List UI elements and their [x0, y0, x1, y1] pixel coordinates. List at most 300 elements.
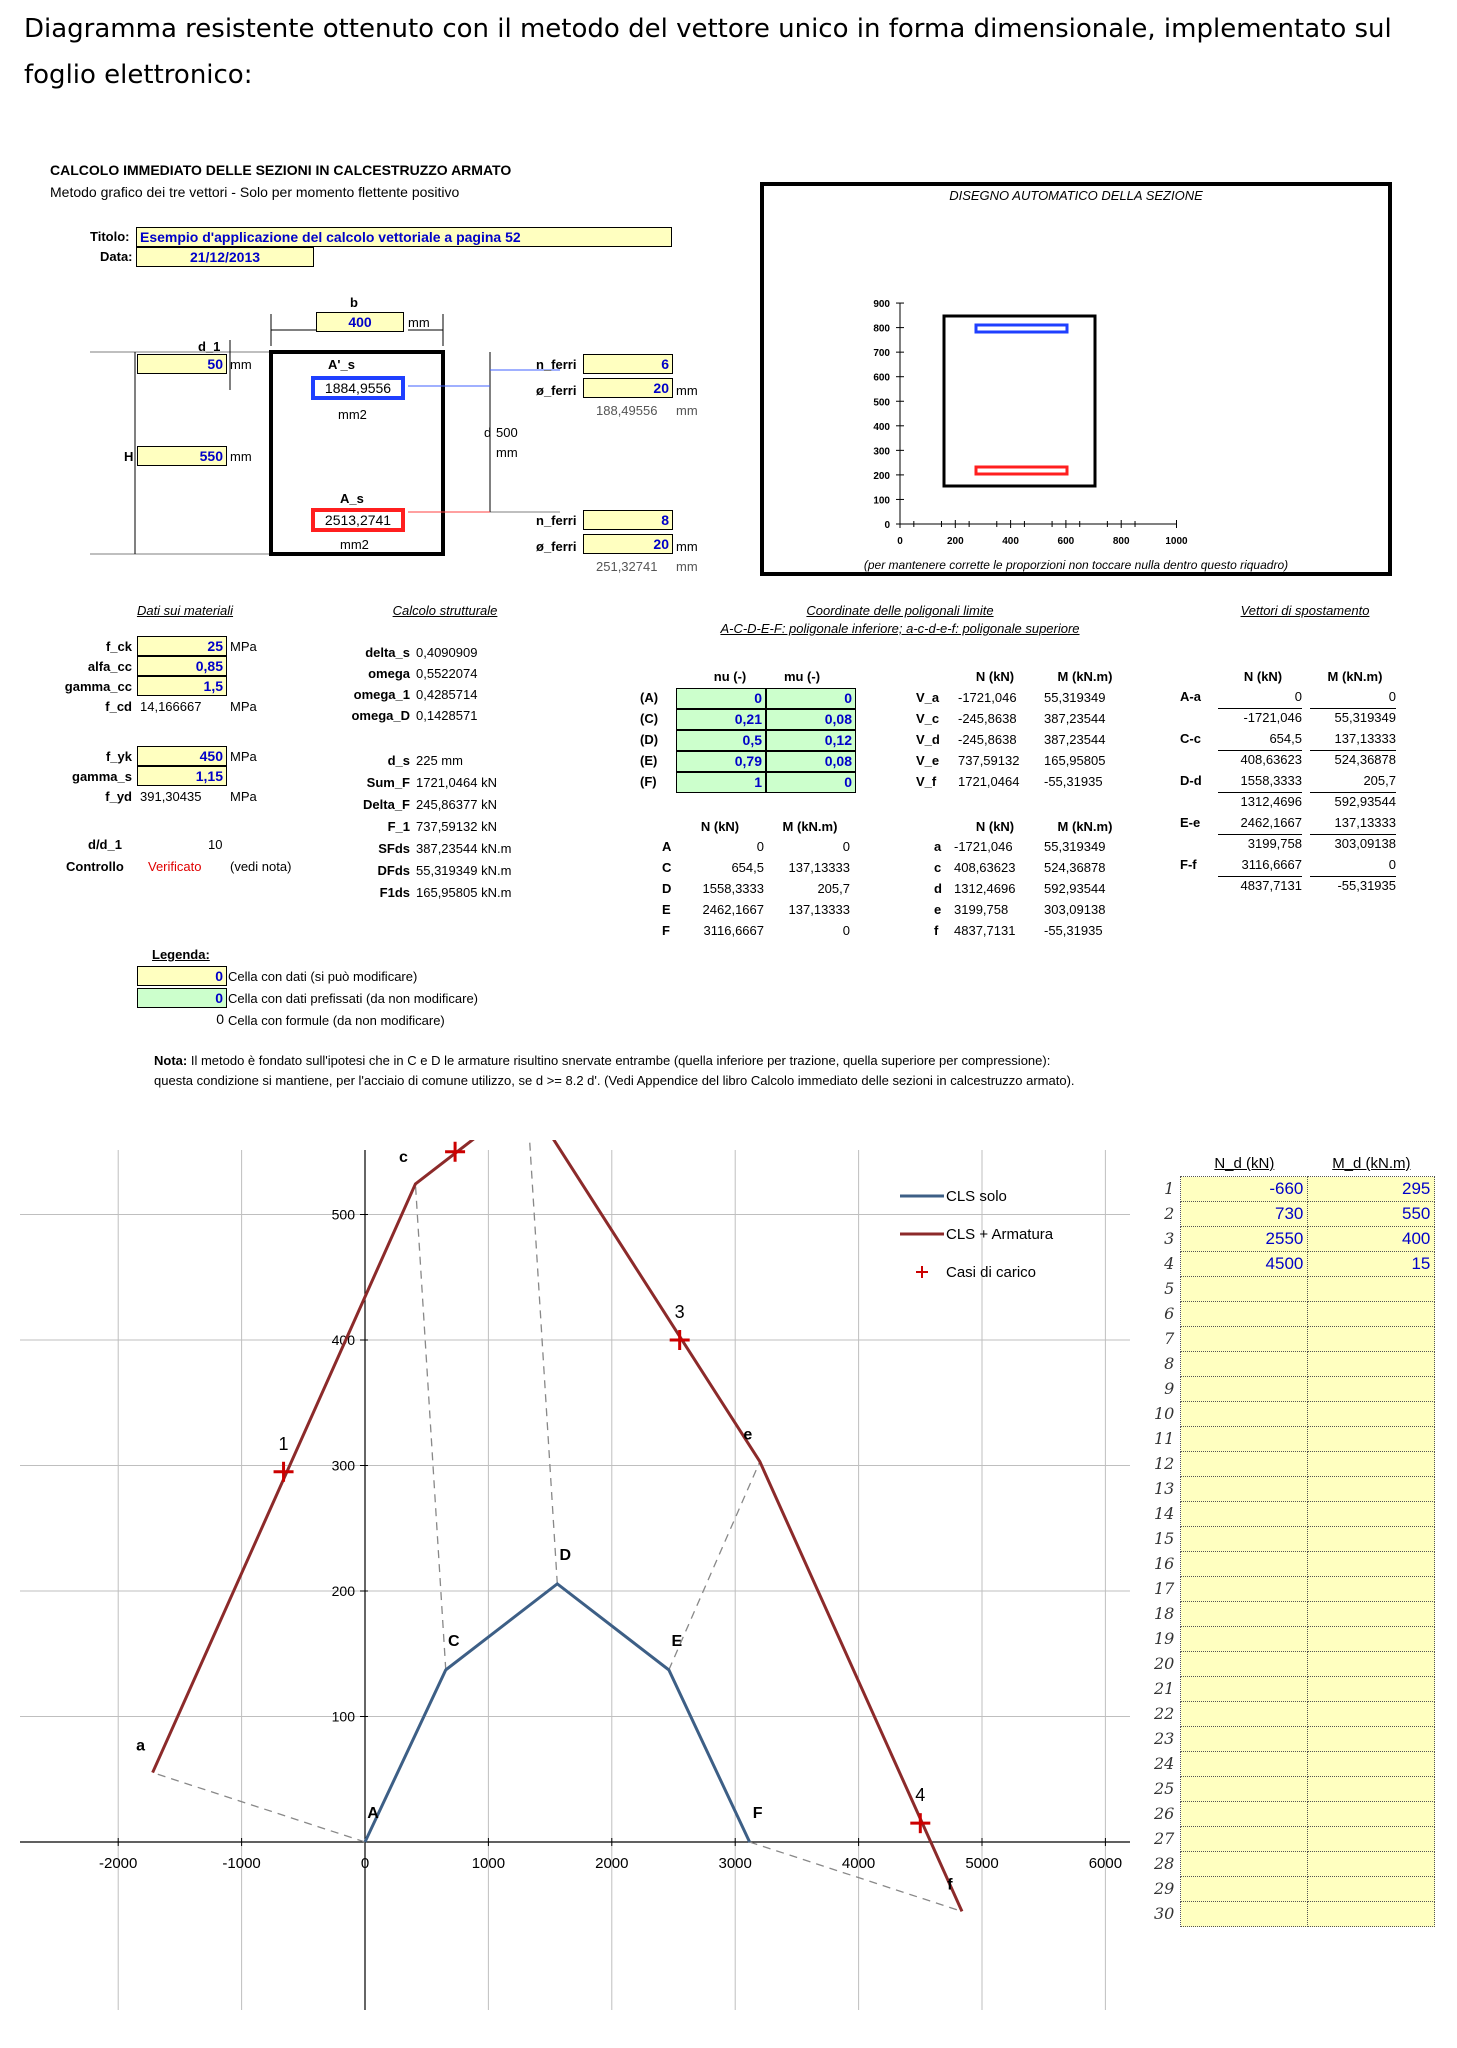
- data-input[interactable]: 21/12/2013: [136, 247, 314, 267]
- As-top-value: 1884,9556: [311, 376, 405, 400]
- structural-value: 0,4090909: [416, 645, 478, 660]
- load-index: 23: [1154, 1729, 1175, 1748]
- V-M: 387,23544: [1044, 732, 1106, 747]
- load-row: [1150, 1727, 1435, 1752]
- load-row: [1150, 1652, 1435, 1677]
- mu-cell: 0: [766, 688, 856, 709]
- upper-key: d: [934, 881, 942, 896]
- draw-x-tick-label: 600: [1057, 536, 1075, 547]
- legend-swatch: 0: [137, 966, 227, 986]
- load-index: 19: [1154, 1629, 1175, 1648]
- load-index: 3: [1164, 1229, 1175, 1248]
- load-index: 18: [1154, 1604, 1175, 1623]
- nu-cell: 0,21: [676, 709, 766, 730]
- nu-cell: 0,79: [676, 751, 766, 772]
- load-N-cell[interactable]: [1181, 1552, 1308, 1577]
- structural-value: 387,23544 kN.m: [416, 841, 512, 856]
- load-M-cell[interactable]: [1308, 1877, 1435, 1902]
- dd1-label: d/d_1: [88, 837, 122, 852]
- draw-y-tick-label: 100: [873, 495, 890, 507]
- legend-label: Casi di carico: [946, 1264, 1037, 1281]
- legend-swatch: 0: [137, 988, 227, 1008]
- structural-label: F1ds: [379, 885, 410, 900]
- titolo-input[interactable]: Esempio d'applicazione del calcolo vettoriale a pagina 52: [136, 227, 672, 247]
- V-key: V_a: [916, 690, 940, 705]
- load-N-cell[interactable]: [1181, 1277, 1308, 1302]
- upper-N: 408,63623: [954, 860, 1016, 875]
- bot-bar-area-unit: mm: [676, 559, 698, 574]
- nu-header: nu (-): [713, 669, 747, 684]
- draw-x-tick-label: 400: [1002, 536, 1019, 547]
- mu-cell: 0,08: [766, 709, 856, 730]
- V-N: 737,59132: [958, 753, 1020, 768]
- d1-input[interactable]: 50: [137, 354, 227, 374]
- upper-key: a: [934, 839, 942, 854]
- top-bar-area-unit: mm: [676, 403, 698, 418]
- As-top-unit: mm2: [338, 407, 367, 422]
- shift-vector-line: [750, 1842, 962, 1911]
- note-text-1: Il metodo è fondato sull'ipotesi che in C e D le armature risultino snervate entrambe (quella inferiore per trazione, quella superiore per compressione):: [190, 1053, 1051, 1068]
- load-M-cell[interactable]: [1308, 1427, 1435, 1452]
- legend-swatch: 0: [216, 1011, 224, 1027]
- load-cases-table: [1150, 1152, 1435, 1927]
- structural-value: 245,86377 kN: [416, 797, 497, 812]
- load-N-cell[interactable]: [1181, 1402, 1308, 1427]
- draw-y-tick-label: 0: [884, 520, 890, 531]
- load-M-cell[interactable]: 15: [1308, 1252, 1435, 1277]
- load-N-cell[interactable]: [1181, 1477, 1308, 1502]
- load-N-cell[interactable]: [1181, 1902, 1308, 1927]
- material-input[interactable]: 450: [137, 746, 227, 766]
- As-top-label: A'_s: [328, 357, 355, 372]
- load-N-cell[interactable]: [1181, 1427, 1308, 1452]
- b-label: b: [350, 295, 358, 310]
- load-label: 1: [278, 1433, 289, 1454]
- load-row: [1150, 1627, 1435, 1652]
- load-N-cell[interactable]: [1181, 1777, 1308, 1802]
- load-row: [1150, 1802, 1435, 1827]
- load-row: [1150, 1202, 1435, 1227]
- load-N-cell[interactable]: [1181, 1827, 1308, 1852]
- load-N-cell[interactable]: [1181, 1802, 1308, 1827]
- load-row: [1150, 1302, 1435, 1327]
- load-N-cell[interactable]: [1181, 1352, 1308, 1377]
- material-input[interactable]: 1,5: [137, 676, 227, 696]
- load-M-header: M_d (kN.m): [1332, 1155, 1411, 1172]
- upper-N: 3199,758: [954, 902, 1009, 917]
- top-nferri-label: n_ferri: [536, 357, 577, 372]
- load-N-cell[interactable]: [1181, 1752, 1308, 1777]
- bottom-steel-rect: [976, 467, 1067, 474]
- load-N-cell[interactable]: [1181, 1702, 1308, 1727]
- load-row: [1150, 1602, 1435, 1627]
- shift-key: F-f: [1180, 857, 1197, 872]
- note-line-1: [154, 1052, 1050, 1069]
- material-input[interactable]: 25: [137, 636, 227, 656]
- draw-y-tick-label: 900: [873, 299, 890, 311]
- load-N-cell[interactable]: [1181, 1502, 1308, 1527]
- draw-x-tick-label: 1000: [1165, 536, 1188, 547]
- load-row: [1150, 1852, 1435, 1877]
- V-key: V_e: [916, 753, 940, 768]
- load-N-cell[interactable]: [1181, 1852, 1308, 1877]
- structural-label: omega_1: [353, 687, 410, 702]
- load-N-cell[interactable]: 4500: [1181, 1252, 1308, 1277]
- point-label: F: [752, 1805, 763, 1822]
- load-row: [1150, 1902, 1435, 1927]
- load-N-cell[interactable]: [1181, 1302, 1308, 1327]
- H-unit: mm: [230, 449, 252, 464]
- load-N-cell[interactable]: [1181, 1652, 1308, 1677]
- x-tick-label: -1000: [222, 1855, 261, 1872]
- load-M-cell[interactable]: [1308, 1852, 1435, 1877]
- load-row: [1150, 1177, 1435, 1202]
- shift-N2: 3199,758: [1218, 834, 1302, 852]
- material-value: 391,30435: [140, 789, 202, 804]
- load-M-cell[interactable]: [1308, 1302, 1435, 1327]
- load-index: 5: [1164, 1279, 1175, 1298]
- shift-N: 2462,1667: [1240, 815, 1302, 830]
- sheet-title: CALCOLO IMMEDIATO DELLE SEZIONI IN CALCESTRUZZO ARMATO: [50, 162, 512, 178]
- structural-label: d_s: [387, 753, 410, 768]
- lower-N: 2462,1667: [702, 902, 764, 917]
- nm-key: (F): [640, 774, 657, 789]
- b-unit: mm: [408, 315, 430, 330]
- series-line-cls-solo: [365, 1584, 750, 1842]
- load-row: [1150, 1477, 1435, 1502]
- load-M-cell[interactable]: [1308, 1352, 1435, 1377]
- upper-M: -55,31935: [1044, 923, 1103, 938]
- shift-N: 0: [1294, 689, 1302, 704]
- upper-key: f: [934, 923, 939, 938]
- load-M-cell[interactable]: [1308, 1402, 1435, 1427]
- y-tick-label: 300: [331, 1457, 355, 1474]
- draw-y-tick-label: 700: [873, 348, 890, 360]
- load-M-cell[interactable]: [1308, 1527, 1435, 1552]
- load-index: 12: [1154, 1454, 1175, 1473]
- structural-value: 0,4285714: [416, 687, 478, 702]
- load-M-cell[interactable]: 400: [1308, 1227, 1435, 1252]
- upper-M: 303,09138: [1044, 902, 1106, 917]
- draw-x-tick-label: 800: [1112, 536, 1130, 547]
- load-row: [1150, 1377, 1435, 1402]
- bot-phi-input[interactable]: 20: [583, 534, 673, 554]
- shift-key: E-e: [1180, 815, 1201, 830]
- lower-N: 0: [756, 839, 764, 854]
- load-N-cell[interactable]: [1181, 1577, 1308, 1602]
- legend-text: Cella con dati prefissati (da non modificare): [228, 991, 479, 1006]
- top-phi-unit: mm: [676, 383, 698, 398]
- load-N-cell[interactable]: [1181, 1527, 1308, 1552]
- shift-N: 654,5: [1269, 731, 1302, 746]
- bot-phi-label: ø_ferri: [536, 539, 577, 554]
- load-M-cell[interactable]: [1308, 1702, 1435, 1727]
- structural-value: 55,319349 kN.m: [416, 863, 512, 878]
- load-M-cell[interactable]: 295: [1308, 1177, 1435, 1202]
- bot-nferri-input[interactable]: 8: [583, 510, 673, 530]
- nm-key: (D): [640, 732, 659, 747]
- top-nferri-input[interactable]: 6: [583, 354, 673, 374]
- x-tick-label: 5000: [965, 1855, 999, 1872]
- load-M-cell[interactable]: [1308, 1327, 1435, 1352]
- auto-drawing-panel: [760, 182, 1392, 576]
- shift-vector-line: [669, 1462, 760, 1670]
- load-M-cell[interactable]: 550: [1308, 1202, 1435, 1227]
- load-M-cell[interactable]: [1308, 1452, 1435, 1477]
- load-row: [1150, 1352, 1435, 1377]
- load-N-cell[interactable]: -660: [1181, 1177, 1308, 1202]
- load-M-cell[interactable]: [1308, 1577, 1435, 1602]
- lower-key: E: [662, 902, 671, 917]
- load-row: [1150, 1752, 1435, 1777]
- load-row: [1150, 1327, 1435, 1352]
- upper-N: 1312,4696: [954, 881, 1016, 896]
- shift-key: A-a: [1180, 689, 1201, 704]
- V-N: -245,8638: [958, 732, 1017, 747]
- auto-drawing-svg: [764, 186, 1388, 572]
- legend-label: CLS + Armatura: [946, 1226, 1054, 1243]
- load-index: 11: [1154, 1429, 1175, 1448]
- sheet-subtitle: Metodo grafico dei tre vettori - Solo per momento flettente positivo: [50, 184, 460, 200]
- x-tick-label: 0: [360, 1855, 370, 1872]
- material-input[interactable]: 0,85: [137, 656, 227, 676]
- lower-key: D: [662, 881, 672, 896]
- lower-N: 654,5: [731, 860, 764, 875]
- upper-key: c: [934, 860, 942, 875]
- load-index: 7: [1164, 1329, 1175, 1348]
- draw-x-tick-label: 0: [897, 536, 903, 547]
- lower-M-header: M (kN.m): [782, 819, 838, 834]
- draw-x-tick-label: 200: [946, 536, 964, 547]
- load-M-cell[interactable]: [1308, 1802, 1435, 1827]
- b-input[interactable]: 400: [316, 312, 404, 332]
- shift-M2: -55,31935: [1310, 876, 1396, 894]
- resistance-diagram-chart: [0, 1140, 1140, 2048]
- shift-M2: 303,09138: [1310, 834, 1396, 852]
- structural-value: 0,1428571: [416, 708, 478, 723]
- structural-label: Sum_F: [366, 775, 410, 790]
- load-index: 20: [1154, 1654, 1175, 1673]
- load-M-cell[interactable]: [1308, 1502, 1435, 1527]
- load-M-cell[interactable]: [1308, 1627, 1435, 1652]
- load-label: 4: [915, 1785, 926, 1806]
- material-label: f_yk: [105, 749, 132, 764]
- x-tick-label: 2000: [595, 1855, 629, 1872]
- lower-key: C: [662, 860, 672, 875]
- load-M-cell[interactable]: [1308, 1677, 1435, 1702]
- load-M-cell[interactable]: [1308, 1902, 1435, 1927]
- bot-nferri-label: n_ferri: [536, 513, 577, 528]
- nm-key: (E): [640, 753, 658, 768]
- coords-subheader: A-C-D-E-F: poligonale inferiore; a-c-d-e-f: poligonale superiore: [720, 621, 1080, 636]
- material-unit: MPa: [230, 789, 257, 804]
- legend-label: CLS solo: [946, 1188, 1007, 1205]
- load-index: 25: [1154, 1779, 1175, 1798]
- point-label: C: [447, 1632, 460, 1650]
- nm-key: (C): [640, 711, 659, 726]
- structural-label: delta_s: [365, 645, 410, 660]
- y-tick-label: 100: [331, 1708, 355, 1725]
- load-N-cell[interactable]: [1181, 1377, 1308, 1402]
- shift-N2: 1312,4696: [1218, 792, 1302, 810]
- top-phi-input[interactable]: 20: [583, 378, 673, 398]
- shift-M-header: M (kN.m): [1327, 669, 1383, 684]
- material-unit: MPa: [230, 749, 257, 764]
- shift-M2: 55,319349: [1310, 708, 1396, 726]
- point-label: E: [671, 1632, 683, 1650]
- shift-N-header: N (kN): [1243, 669, 1283, 684]
- shift-M: 137,13333: [1334, 731, 1396, 746]
- load-row: [1150, 1577, 1435, 1602]
- note-line-2: questa condizione si mantiene, per l'acciaio di comune utilizzo, se d >= 8.2 d'. (Vedi Appendice del libro Calcolo immediato delle sezioni in calcestruzzo armato).: [154, 1073, 1075, 1088]
- load-N-cell[interactable]: [1181, 1877, 1308, 1902]
- shift-vector-line: [153, 1773, 365, 1842]
- structural-label: omega: [368, 666, 410, 681]
- draw-y-tick-label: 200: [873, 470, 890, 482]
- load-M-cell[interactable]: [1308, 1277, 1435, 1302]
- lower-M: 205,7: [817, 881, 850, 896]
- load-row: [1150, 1552, 1435, 1577]
- load-N-cell[interactable]: [1181, 1727, 1308, 1752]
- As-bot-unit: mm2: [340, 537, 369, 552]
- draw-y-tick-label: 600: [873, 372, 890, 384]
- top-phi-label: ø_ferri: [536, 383, 577, 398]
- load-M-cell[interactable]: [1308, 1552, 1435, 1577]
- load-label: 3: [674, 1302, 685, 1322]
- legend-title: Legenda:: [152, 947, 210, 962]
- load-index: 30: [1154, 1904, 1175, 1923]
- load-N-cell[interactable]: 730: [1181, 1202, 1308, 1227]
- coords-header: Coordinate delle poligonali limite: [806, 603, 994, 618]
- upper-N-header: N (kN): [975, 819, 1015, 834]
- mu-cell: 0,12: [766, 730, 856, 751]
- load-row: [1150, 1527, 1435, 1552]
- load-M-cell[interactable]: [1308, 1777, 1435, 1802]
- load-N-cell[interactable]: [1181, 1677, 1308, 1702]
- load-M-cell[interactable]: [1308, 1477, 1435, 1502]
- shift-key: D-d: [1180, 773, 1202, 788]
- mu-cell: 0: [766, 772, 856, 793]
- load-index: 15: [1154, 1529, 1175, 1548]
- load-index: 24: [1154, 1754, 1175, 1773]
- load-index: 17: [1154, 1579, 1175, 1598]
- load-M-cell[interactable]: [1308, 1602, 1435, 1627]
- controllo-note: (vedi nota): [230, 859, 292, 874]
- load-index: 26: [1154, 1804, 1175, 1823]
- material-label: f_cd: [105, 699, 132, 714]
- shift-vector-line: [415, 1184, 445, 1670]
- load-N-cell[interactable]: [1181, 1602, 1308, 1627]
- y-tick-label: 400: [331, 1332, 355, 1348]
- load-index: 29: [1154, 1879, 1175, 1898]
- V-M-header: M (kN.m): [1057, 669, 1113, 684]
- nu-cell: 0,5: [676, 730, 766, 751]
- material-value: 14,166667: [140, 699, 202, 714]
- load-index: 22: [1154, 1704, 1175, 1723]
- material-label: f_ck: [105, 639, 132, 654]
- load-index: 21: [1154, 1679, 1175, 1698]
- load-row: [1150, 1777, 1435, 1802]
- load-index: 13: [1154, 1479, 1175, 1498]
- structural-value: 737,59132 kN: [416, 819, 497, 834]
- legend-text: Cella con dati (si può modificare): [228, 969, 418, 984]
- controllo-value: Verificato: [148, 859, 202, 874]
- mu-header: mu (-): [783, 669, 821, 684]
- series-line-cls-armatura: [153, 1140, 962, 1911]
- load-idx-header: [1150, 1152, 1181, 1177]
- material-unit: MPa: [230, 699, 257, 714]
- load-M-cell[interactable]: [1308, 1727, 1435, 1752]
- upper-M-header: M (kN.m): [1057, 819, 1113, 834]
- load-N-cell[interactable]: [1181, 1452, 1308, 1477]
- upper-M: 524,36878: [1044, 860, 1106, 875]
- load-row: [1150, 1252, 1435, 1277]
- load-index: 1: [1164, 1179, 1175, 1198]
- point-label: c: [398, 1148, 408, 1166]
- material-label: alfa_cc: [87, 659, 132, 674]
- load-N-header: N_d (kN): [1214, 1155, 1275, 1172]
- structural-value: 1721,0464 kN: [416, 775, 497, 790]
- V-key: V_d: [916, 732, 940, 747]
- shift-header: Vettori di spostamento: [1240, 603, 1370, 618]
- structural-label: F_1: [387, 819, 410, 834]
- H-input[interactable]: 550: [137, 446, 227, 466]
- load-row: [1150, 1677, 1435, 1702]
- V-N: -245,8638: [958, 711, 1017, 726]
- structural-value: 0,5522074: [416, 666, 478, 681]
- point-label: A: [367, 1805, 379, 1822]
- x-tick-label: 1000: [471, 1855, 506, 1872]
- materials-header: Dati sui materiali: [136, 603, 234, 618]
- V-M: 165,95805: [1044, 753, 1106, 768]
- d-unit: mm: [496, 445, 518, 460]
- nu-cell: 0: [676, 688, 766, 709]
- structural-label: DFds: [377, 863, 410, 878]
- load-row: [1150, 1702, 1435, 1727]
- lower-key: F: [662, 923, 670, 938]
- load-row: [1150, 1402, 1435, 1427]
- auto-drawing-note: (per mantenere corrette le proporzioni non toccare nulla dentro questo riquadro): [863, 558, 1289, 572]
- structural-label: SFds: [378, 841, 410, 856]
- shift-N2: 4837,7131: [1218, 876, 1302, 894]
- load-index: 10: [1154, 1404, 1175, 1423]
- load-M-cell[interactable]: [1308, 1827, 1435, 1852]
- V-key: V_f: [916, 774, 937, 789]
- material-unit: MPa: [230, 639, 257, 654]
- lower-N: 1558,3333: [702, 881, 764, 896]
- load-table-header: [1150, 1152, 1435, 1177]
- y-tick-label: 200: [331, 1583, 355, 1599]
- d1-label: d_1: [198, 339, 221, 354]
- load-M-cell[interactable]: [1308, 1752, 1435, 1777]
- titolo-label: Titolo:: [90, 229, 130, 244]
- load-N-cell[interactable]: [1181, 1327, 1308, 1352]
- load-N-cell[interactable]: 2550: [1181, 1227, 1308, 1252]
- shift-M: 0: [1388, 689, 1396, 704]
- material-input[interactable]: 1,15: [137, 766, 227, 786]
- draw-y-tick-label: 500: [873, 397, 890, 409]
- structural-value: 225 mm: [416, 753, 463, 768]
- load-row: [1150, 1452, 1435, 1477]
- load-M-cell[interactable]: [1308, 1652, 1435, 1677]
- x-tick-label: 4000: [841, 1855, 876, 1872]
- lower-M: 0: [842, 839, 850, 854]
- mu-cell: 0,08: [766, 751, 856, 772]
- top-steel-rect: [976, 325, 1067, 332]
- V-key: V_c: [916, 711, 940, 726]
- load-M-cell[interactable]: [1308, 1377, 1435, 1402]
- load-N-cell[interactable]: [1181, 1627, 1308, 1652]
